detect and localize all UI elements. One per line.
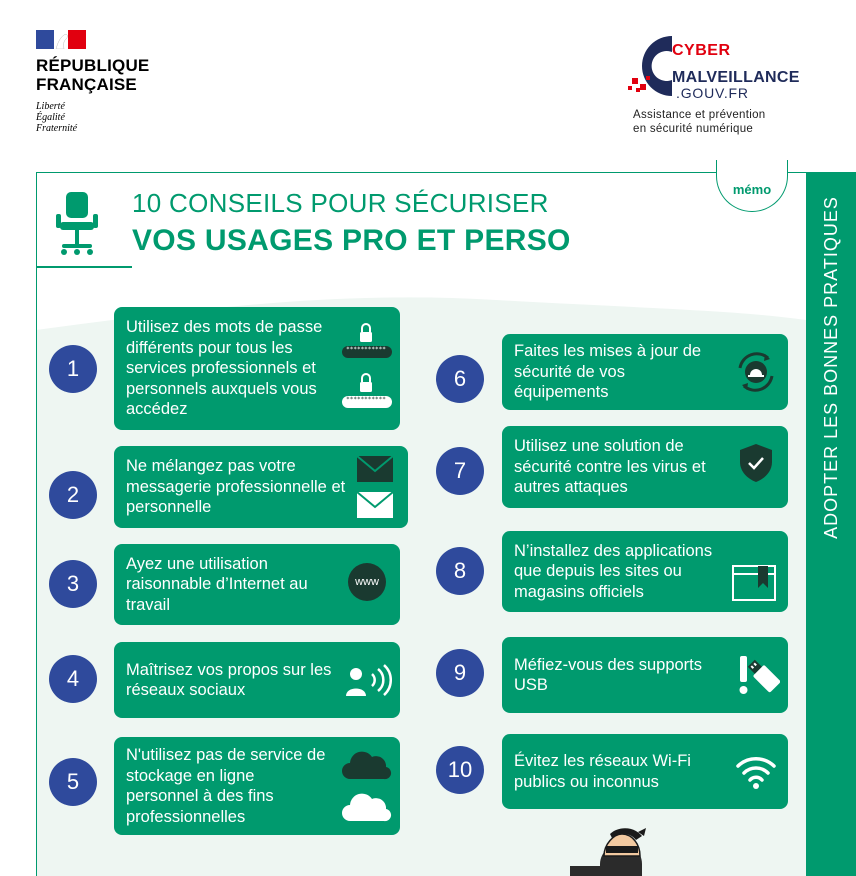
- tagline-line-2: en sécurité numérique: [633, 123, 754, 135]
- tip-text: Faites les mises à jour de sécurité de vos équipements: [514, 342, 702, 402]
- title-line-1: 10 CONSEILS POUR SÉCURISER: [132, 188, 549, 218]
- tip-number: 5: [49, 758, 97, 806]
- tip-text: N’installez des applications que depuis les sites ou magasins officiels: [514, 541, 713, 601]
- tip-text: Ayez une utilisation raisonnable d’Internet au travail: [126, 554, 308, 614]
- shield-check-icon: [738, 442, 774, 484]
- tip-text: N'utilisez pas de service de stockage en ligne personnel à des fins professionnelles: [126, 746, 326, 826]
- tip-number: 2: [49, 471, 97, 519]
- motto-fraternite: Fraternité: [36, 123, 78, 134]
- wifi-icon: [734, 752, 778, 792]
- tip-number: 10: [436, 746, 484, 794]
- app-store-icon: [730, 562, 778, 604]
- side-label: [806, 172, 856, 562]
- republique-title: [36, 56, 149, 94]
- tip-number: 4: [49, 655, 97, 703]
- brand-tagline: [633, 108, 766, 136]
- motto-egalite: Égalité: [36, 112, 65, 123]
- tip-number: 1: [49, 345, 97, 393]
- tip-text: Maîtrisez vos propos sur les réseaux sociaux: [126, 660, 332, 699]
- francaise-line: FRANÇAISE: [36, 75, 137, 94]
- usb-warning-icon: [734, 652, 780, 698]
- tip-number: 3: [49, 560, 97, 608]
- tip-number: 9: [436, 649, 484, 697]
- tip-number: 6: [436, 355, 484, 403]
- motto-liberte: Liberté: [36, 101, 65, 112]
- password-mask-1: ***********: [346, 346, 386, 353]
- speaking-person-icon: [344, 662, 392, 700]
- tip-text: Utilisez une solution de sécurité contre les virus et autres attaques: [514, 437, 706, 497]
- office-chair-icon: [52, 190, 102, 260]
- tip-text: Ne mélangez pas votre messagerie professionnelle et personnelle: [126, 457, 346, 517]
- tip-number: 7: [436, 447, 484, 495]
- brand-gouv: .GOUV.FR: [676, 85, 749, 101]
- brand-malveillance: MALVEILLANCE: [672, 69, 800, 86]
- tip-text: Utilisez des mots de passe différents pour tous les services professionnels et personnels auxquels vous accédez: [126, 318, 323, 419]
- www-icon: [348, 563, 386, 601]
- www-icon-text: www: [355, 576, 379, 588]
- brand-cyber: CYBER: [672, 42, 731, 59]
- marianne-flag-icon: [36, 30, 86, 49]
- envelope-icon: [354, 452, 396, 522]
- padlock-password-icon: [338, 320, 396, 420]
- title-line-2: VOS USAGES PRO ET PERSO: [132, 224, 571, 257]
- title-underline: [36, 266, 132, 268]
- tip-text: Évitez les réseaux Wi-Fi publics ou inconnus: [514, 752, 691, 791]
- hacker-illustration: [560, 826, 670, 876]
- side-label-text: ADOPTER LES BONNES PRATIQUES: [820, 195, 841, 539]
- tagline-line-1: Assistance et prévention: [633, 109, 766, 121]
- cloud-icon: [340, 745, 392, 825]
- republic-motto: [36, 101, 77, 134]
- tip-text: Méfiez-vous des supports USB: [514, 655, 703, 694]
- update-icon: [734, 350, 778, 394]
- memo-label: mémo: [732, 182, 772, 197]
- password-mask-2: ***********: [346, 396, 386, 403]
- tip-number: 8: [436, 547, 484, 595]
- republique-line: RÉPUBLIQUE: [36, 56, 150, 75]
